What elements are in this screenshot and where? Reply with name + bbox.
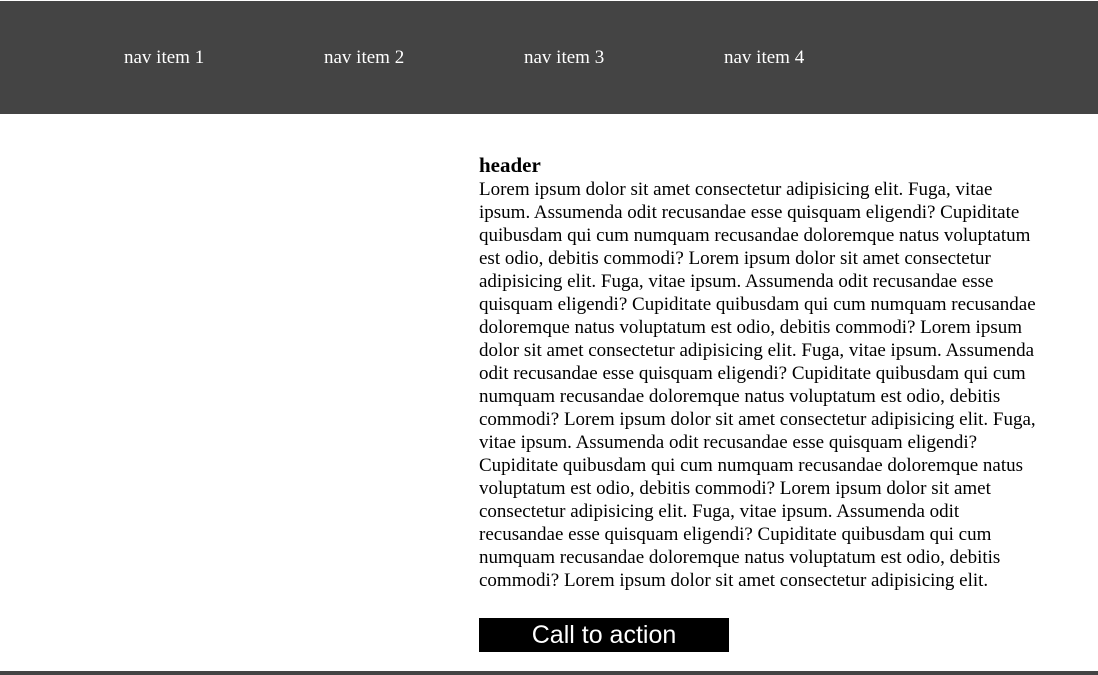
nav-item-4[interactable]: nav item 4 bbox=[724, 47, 805, 68]
content-header: header bbox=[479, 153, 541, 177]
nav-item-2[interactable]: nav item 2 bbox=[324, 47, 405, 68]
footer-bar bbox=[0, 671, 1098, 675]
nav-item-1[interactable]: nav item 1 bbox=[124, 47, 205, 68]
nav-item-3[interactable]: nav item 3 bbox=[524, 47, 605, 68]
content-body-text: Lorem ipsum dolor sit amet consectetur adipisicing elit. Fuga, vitae ipsum. Assumenda odit recusandae esse quisquam eligendi? Cupiditate quibusdam qui cum numquam recusandae doloremque natus voluptatum est odio, debitis commodi? Lorem ipsum dolor sit amet consectetur adipisicing elit. Fuga, vitae ipsum. Assumenda odit recusandae esse quisquam eligendi? Cupiditate quibusdam qui cum numquam recusandae doloremque natus voluptatum est odio, debitis commodi? Lorem ipsum dolor sit amet consectetur adipisicing elit. Fuga, vitae ipsum. Assumenda odit recusandae esse quisquam eligendi? Cupiditate quibusdam qui cum numquam recusandae doloremque natus voluptatum est odio, debitis commodi? Lorem ipsum dolor sit amet consectetur adipisicing elit. Fuga, vitae ipsum. Assumenda odit recusandae esse quisquam eligendi? Cupiditate quibusdam qui cum numquam recusandae doloremque natus voluptatum est odio, debitis commodi? Lorem ipsum dolor sit amet consectetur adipisicing elit. Fuga, vitae ipsum. Assumenda odit recusandae esse quisquam eligendi? Cupiditate quibusdam qui cum numquam recusandae doloremque natus voluptatum est odio, debitis commodi? Lorem ipsum dolor sit amet consectetur adipisicing elit. bbox=[479, 179, 1036, 591]
call-to-action-button[interactable]: Call to action bbox=[479, 618, 729, 652]
top-navbar bbox=[0, 1, 1098, 114]
